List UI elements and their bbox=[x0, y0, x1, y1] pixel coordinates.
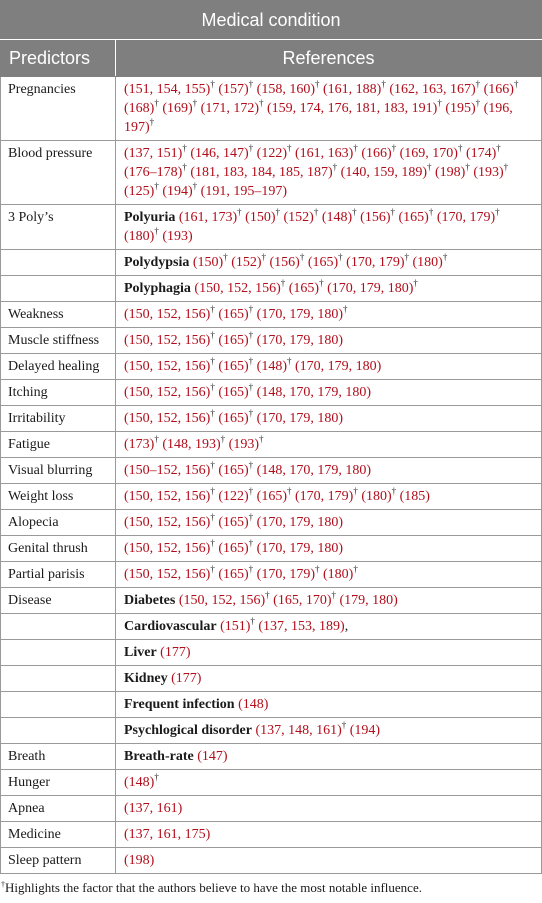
table-row bbox=[1, 354, 542, 380]
predictor-cell: Genital thrush bbox=[1, 536, 116, 562]
column-header-predictors: Predictors bbox=[1, 40, 116, 77]
references-cell bbox=[116, 141, 542, 205]
citation-ref: (165) bbox=[218, 307, 249, 322]
predictor-cell: Medicine bbox=[1, 822, 116, 848]
references-cell bbox=[116, 302, 542, 328]
citation-ref: (125) bbox=[124, 184, 155, 199]
citation-ref: (170, 179) bbox=[346, 255, 405, 270]
citation-ref: (159, 174, 176, 181, 183, 191) bbox=[266, 101, 438, 116]
dagger-mark: † bbox=[210, 564, 215, 574]
citation-ref: (170, 179) bbox=[294, 489, 354, 504]
table-row bbox=[1, 718, 542, 744]
dagger-mark: † bbox=[210, 304, 215, 314]
references-cell bbox=[116, 796, 542, 822]
citation-ref: (165) bbox=[288, 281, 320, 296]
dagger-mark: † bbox=[341, 720, 347, 730]
citation-ref: (180) bbox=[412, 255, 443, 270]
citation-ref: (170, 179, 180) bbox=[256, 541, 343, 556]
citation-ref: (165) bbox=[218, 541, 249, 556]
citation-ref: (170, 179, 180) bbox=[256, 515, 343, 530]
predictor-cell bbox=[1, 640, 116, 666]
citation-ref: (148, 193) bbox=[162, 437, 221, 452]
predictor-cell: Partial parisis bbox=[1, 562, 116, 588]
dagger-mark: † bbox=[437, 98, 442, 108]
citation-ref: (170, 179, 180) bbox=[256, 411, 343, 426]
condition-label: Diabetes bbox=[124, 593, 176, 608]
citation-ref: (137, 148, 161) bbox=[255, 723, 342, 738]
citation-ref: (165, 170) bbox=[273, 593, 332, 608]
dagger-mark: † bbox=[248, 330, 254, 340]
dagger-mark: † bbox=[248, 512, 254, 522]
dagger-mark: † bbox=[391, 143, 397, 153]
citation-ref: (151, 154, 155) bbox=[124, 82, 211, 97]
predictor-cell: Breath bbox=[1, 744, 116, 770]
references-cell bbox=[116, 406, 542, 432]
citation-ref: (148) bbox=[124, 775, 155, 790]
dagger-mark: † bbox=[280, 278, 286, 288]
citation-ref: (137, 151) bbox=[124, 146, 183, 161]
dagger-mark: † bbox=[248, 564, 254, 574]
citation-ref: (150, 152, 156) bbox=[124, 333, 211, 348]
condition-label: Liver bbox=[124, 645, 157, 660]
dagger-mark: † bbox=[210, 512, 215, 522]
dagger-mark: † bbox=[338, 252, 343, 262]
condition-label: Frequent infection bbox=[124, 697, 235, 712]
dagger-mark: † bbox=[210, 460, 215, 470]
dagger-mark: † bbox=[265, 590, 270, 600]
citation-ref: (177) bbox=[160, 645, 191, 660]
dagger-mark: † bbox=[353, 486, 358, 496]
citation-ref: (152) bbox=[283, 210, 314, 225]
citation-ref: (170, 179, 180) bbox=[294, 359, 382, 374]
citation-ref: (150, 152, 156) bbox=[124, 411, 211, 426]
references-cell bbox=[116, 744, 542, 770]
dagger-mark: † bbox=[192, 98, 198, 108]
condition-label: Polydypsia bbox=[124, 255, 190, 270]
citation-ref: (198) bbox=[124, 853, 155, 868]
dagger-mark: † bbox=[332, 162, 338, 172]
predictor-cell: Apnea bbox=[1, 796, 116, 822]
citation-ref: (166) bbox=[483, 82, 514, 97]
dagger-mark: † bbox=[475, 79, 481, 89]
dagger-mark: † bbox=[248, 486, 254, 496]
dagger-mark: † bbox=[210, 408, 215, 418]
table-row bbox=[1, 406, 542, 432]
citation-ref: (198) bbox=[434, 165, 466, 180]
citation-ref: (195) bbox=[445, 101, 476, 116]
footnote-text: Highlights the factor that the authors believe to have the most notable influence. bbox=[5, 880, 422, 895]
citation-ref: (161, 173) bbox=[178, 210, 238, 225]
predictor-cell bbox=[1, 692, 116, 718]
table-row bbox=[1, 510, 542, 536]
condition-label: Breath-rate bbox=[124, 749, 194, 764]
table-row bbox=[1, 276, 542, 302]
table-row bbox=[1, 848, 542, 874]
dagger-mark: † bbox=[248, 304, 254, 314]
dagger-mark: † bbox=[210, 79, 215, 89]
citation-ref: (150, 152, 156) bbox=[124, 541, 211, 556]
dagger-mark: † bbox=[495, 207, 500, 217]
citation-ref: (150, 152, 156) bbox=[194, 281, 281, 296]
predictor-cell: Disease bbox=[1, 588, 116, 614]
citation-ref: (148) bbox=[256, 359, 287, 374]
citation-ref: (194) bbox=[349, 723, 381, 738]
citation-ref: (170, 179, 180) bbox=[256, 333, 343, 348]
citation-ref: (169, 170) bbox=[399, 146, 458, 161]
table-row bbox=[1, 77, 542, 141]
dagger-mark: † bbox=[503, 162, 509, 172]
citation-ref: (176–178) bbox=[124, 165, 183, 180]
table-row bbox=[1, 458, 542, 484]
dagger-mark: † bbox=[442, 252, 448, 262]
citation-ref: (193) bbox=[162, 229, 193, 244]
dagger-mark: † bbox=[381, 79, 386, 89]
dagger-mark: † bbox=[299, 252, 305, 262]
dagger-mark: † bbox=[248, 79, 254, 89]
condition-label: Kidney bbox=[124, 671, 168, 686]
trailing-punctuation: , bbox=[344, 619, 349, 634]
dagger-mark: † bbox=[286, 356, 292, 366]
dagger-mark: † bbox=[149, 117, 155, 127]
citation-ref: (165) bbox=[218, 385, 249, 400]
dagger-mark: † bbox=[248, 356, 254, 366]
citation-ref: (158, 160) bbox=[256, 82, 315, 97]
predictor-cell: Fatigue bbox=[1, 432, 116, 458]
dagger-mark: † bbox=[154, 98, 159, 108]
citation-ref: (174) bbox=[465, 146, 497, 161]
citation-ref: (191, 195–197) bbox=[200, 184, 287, 199]
dagger-mark: † bbox=[331, 590, 336, 600]
dagger-mark: † bbox=[261, 252, 267, 262]
dagger-mark: † bbox=[248, 460, 254, 470]
predictor-cell bbox=[1, 666, 116, 692]
citation-ref: (146, 147) bbox=[190, 146, 249, 161]
predictor-cell: Alopecia bbox=[1, 510, 116, 536]
predictor-cell: Weakness bbox=[1, 302, 116, 328]
table-row bbox=[1, 536, 542, 562]
predictor-cell: Muscle stiffness bbox=[1, 328, 116, 354]
dagger-mark: † bbox=[220, 434, 226, 444]
dagger-mark: † bbox=[513, 79, 519, 89]
dagger-mark: † bbox=[258, 98, 264, 108]
dagger-mark: † bbox=[248, 538, 254, 548]
references-cell bbox=[116, 205, 542, 250]
references-cell bbox=[116, 848, 542, 874]
dagger-mark: † bbox=[426, 162, 432, 172]
citation-ref: (170, 179, 180) bbox=[256, 307, 343, 322]
references-cell bbox=[116, 328, 542, 354]
citation-ref: (140, 159, 189) bbox=[340, 165, 427, 180]
predictor-cell: Visual blurring bbox=[1, 458, 116, 484]
citation-ref: (150, 152, 156) bbox=[124, 515, 211, 530]
condition-label: Polyuria bbox=[124, 210, 176, 225]
references-cell bbox=[116, 458, 542, 484]
citation-ref: (161, 163) bbox=[294, 146, 354, 161]
citation-ref: (179, 180) bbox=[339, 593, 398, 608]
table-row bbox=[1, 562, 542, 588]
table-row bbox=[1, 588, 542, 614]
table-row bbox=[1, 640, 542, 666]
table-row bbox=[1, 614, 542, 640]
references-cell bbox=[116, 77, 542, 141]
dagger-mark: † bbox=[314, 564, 320, 574]
dagger-mark: † bbox=[404, 252, 409, 262]
predictor-cell: Sleep pattern bbox=[1, 848, 116, 874]
predictor-cell bbox=[1, 276, 116, 302]
predictor-cell: Itching bbox=[1, 380, 116, 406]
references-cell bbox=[116, 354, 542, 380]
predictor-cell: Blood pressure bbox=[1, 141, 116, 205]
dagger-mark: † bbox=[353, 564, 358, 574]
predictor-cell: Weight loss bbox=[1, 484, 116, 510]
citation-ref: (193) bbox=[228, 437, 259, 452]
citation-ref: (193) bbox=[473, 165, 504, 180]
dagger-mark: † bbox=[154, 226, 159, 236]
citation-ref: (150–152, 156) bbox=[124, 463, 211, 478]
citation-ref: (173) bbox=[124, 437, 155, 452]
citation-ref: (185) bbox=[399, 489, 430, 504]
footnote-dagger: † bbox=[1, 880, 5, 889]
dagger-mark: † bbox=[342, 304, 348, 314]
dagger-mark: † bbox=[286, 143, 292, 153]
citation-ref: (196, 197) bbox=[124, 101, 513, 135]
citation-ref: (147) bbox=[197, 749, 228, 764]
citation-ref: (165) bbox=[218, 463, 249, 478]
citation-ref: (156) bbox=[360, 210, 391, 225]
citation-ref: (180) bbox=[124, 229, 155, 244]
table-body bbox=[1, 77, 542, 874]
dagger-mark: † bbox=[413, 278, 418, 288]
dagger-mark: † bbox=[210, 538, 215, 548]
citation-ref: (177) bbox=[171, 671, 202, 686]
citation-ref: (166) bbox=[361, 146, 392, 161]
dagger-mark: † bbox=[250, 616, 255, 626]
citation-ref: (150) bbox=[192, 255, 224, 270]
dagger-mark: † bbox=[275, 207, 280, 217]
citation-ref: (180) bbox=[322, 567, 354, 582]
citation-ref: (137, 153, 189) bbox=[258, 619, 345, 634]
citation-ref: (170, 179) bbox=[436, 210, 496, 225]
citation-ref: (165) bbox=[398, 210, 429, 225]
dagger-mark: † bbox=[210, 330, 215, 340]
references-cell bbox=[116, 380, 542, 406]
predictor-cell: 3 Poly’s bbox=[1, 205, 116, 250]
citation-ref: (152) bbox=[231, 255, 262, 270]
dagger-mark: † bbox=[223, 252, 228, 262]
references-cell bbox=[116, 276, 542, 302]
dagger-mark: † bbox=[154, 434, 159, 444]
dagger-mark: † bbox=[496, 143, 501, 153]
citation-ref: (150) bbox=[245, 210, 276, 225]
citation-ref: (165) bbox=[218, 359, 249, 374]
dagger-mark: † bbox=[353, 143, 358, 153]
dagger-mark: † bbox=[237, 207, 242, 217]
citation-ref: (194) bbox=[162, 184, 193, 199]
dagger-mark: † bbox=[286, 486, 292, 496]
references-cell bbox=[116, 432, 542, 458]
dagger-mark: † bbox=[192, 181, 198, 191]
dagger-mark: † bbox=[391, 486, 397, 496]
table-footnote bbox=[1, 880, 542, 896]
dagger-mark: † bbox=[248, 408, 254, 418]
dagger-mark: † bbox=[210, 356, 215, 366]
table-row bbox=[1, 302, 542, 328]
predictor-cell: Irritability bbox=[1, 406, 116, 432]
citation-ref: (157) bbox=[218, 82, 249, 97]
dagger-mark: † bbox=[390, 207, 395, 217]
citation-ref: (171, 172) bbox=[200, 101, 259, 116]
references-cell bbox=[116, 770, 542, 796]
predictor-cell: Hunger bbox=[1, 770, 116, 796]
citation-ref: (165) bbox=[307, 255, 339, 270]
citation-ref: (165) bbox=[218, 515, 249, 530]
citation-ref: (150, 152, 156) bbox=[124, 359, 211, 374]
dagger-mark: † bbox=[313, 207, 319, 217]
citation-ref: (170, 179) bbox=[256, 567, 315, 582]
citation-ref: (122) bbox=[218, 489, 249, 504]
dagger-mark: † bbox=[210, 382, 215, 392]
citation-ref: (156) bbox=[269, 255, 300, 270]
condition-label: Psychlogical disorder bbox=[124, 723, 252, 738]
citation-ref: (148, 170, 179, 180) bbox=[256, 463, 371, 478]
citation-ref: (165) bbox=[218, 567, 249, 582]
dagger-mark: † bbox=[352, 207, 357, 217]
predictor-cell bbox=[1, 614, 116, 640]
dagger-mark: † bbox=[182, 143, 187, 153]
dagger-mark: † bbox=[154, 181, 159, 191]
dagger-mark: † bbox=[182, 162, 187, 172]
references-cell bbox=[116, 666, 542, 692]
citation-ref: (137, 161, 175) bbox=[124, 827, 211, 842]
table-row bbox=[1, 692, 542, 718]
dagger-mark: † bbox=[210, 486, 215, 496]
references-cell bbox=[116, 822, 542, 848]
citation-ref: (150, 152, 156) bbox=[178, 593, 266, 608]
citation-ref: (180) bbox=[361, 489, 392, 504]
citation-ref: (122) bbox=[256, 146, 287, 161]
table-row bbox=[1, 822, 542, 848]
references-cell bbox=[116, 692, 542, 718]
citation-ref: (168) bbox=[124, 101, 155, 116]
table-row bbox=[1, 141, 542, 205]
predictor-cell bbox=[1, 718, 116, 744]
references-cell bbox=[116, 250, 542, 276]
citation-ref: (162, 163, 167) bbox=[389, 82, 476, 97]
references-cell bbox=[116, 614, 542, 640]
column-header-references: References bbox=[116, 40, 542, 77]
citation-ref: (148) bbox=[238, 697, 269, 712]
citation-ref: (165) bbox=[256, 489, 287, 504]
dagger-mark: † bbox=[457, 143, 463, 153]
dagger-mark: † bbox=[475, 98, 481, 108]
citation-ref: (169) bbox=[162, 101, 193, 116]
table-row bbox=[1, 484, 542, 510]
table-row bbox=[1, 666, 542, 692]
dagger-mark: † bbox=[258, 434, 264, 444]
citation-ref: (137, 161) bbox=[124, 801, 183, 816]
citation-ref: (148) bbox=[321, 210, 353, 225]
dagger-mark: † bbox=[154, 772, 159, 782]
predictor-cell: Delayed healing bbox=[1, 354, 116, 380]
citation-ref: (150, 152, 156) bbox=[124, 567, 211, 582]
dagger-mark: † bbox=[248, 382, 254, 392]
table-row bbox=[1, 205, 542, 250]
citation-ref: (150, 152, 156) bbox=[124, 489, 211, 504]
citation-ref: (151) bbox=[220, 619, 251, 634]
references-cell bbox=[116, 588, 542, 614]
citation-ref: (161, 188) bbox=[322, 82, 382, 97]
condition-label: Polyphagia bbox=[124, 281, 191, 296]
dagger-mark: † bbox=[319, 278, 324, 288]
citation-ref: (150, 152, 156) bbox=[124, 385, 211, 400]
table-row bbox=[1, 744, 542, 770]
citation-ref: (148, 170, 179, 180) bbox=[256, 385, 371, 400]
predictor-cell: Pregnancies bbox=[1, 77, 116, 141]
dagger-mark: † bbox=[428, 207, 434, 217]
references-cell bbox=[116, 562, 542, 588]
dagger-mark: † bbox=[314, 79, 320, 89]
citation-ref: (165) bbox=[218, 411, 249, 426]
table-row bbox=[1, 432, 542, 458]
dagger-mark: † bbox=[465, 162, 470, 172]
table-row bbox=[1, 328, 542, 354]
table-row bbox=[1, 796, 542, 822]
condition-label: Cardiovascular bbox=[124, 619, 217, 634]
references-cell bbox=[116, 640, 542, 666]
references-cell bbox=[116, 718, 542, 744]
predictor-cell bbox=[1, 250, 116, 276]
references-cell bbox=[116, 510, 542, 536]
table-caption: Medical condition bbox=[1, 1, 542, 40]
references-cell bbox=[116, 536, 542, 562]
table-row bbox=[1, 770, 542, 796]
references-cell bbox=[116, 484, 542, 510]
citation-ref: (150, 152, 156) bbox=[124, 307, 211, 322]
citation-ref: (165) bbox=[218, 333, 249, 348]
table-row bbox=[1, 380, 542, 406]
table-row bbox=[1, 250, 542, 276]
citation-ref: (181, 183, 184, 185, 187) bbox=[190, 165, 333, 180]
dagger-mark: † bbox=[248, 143, 254, 153]
citation-ref: (170, 179, 180) bbox=[327, 281, 414, 296]
